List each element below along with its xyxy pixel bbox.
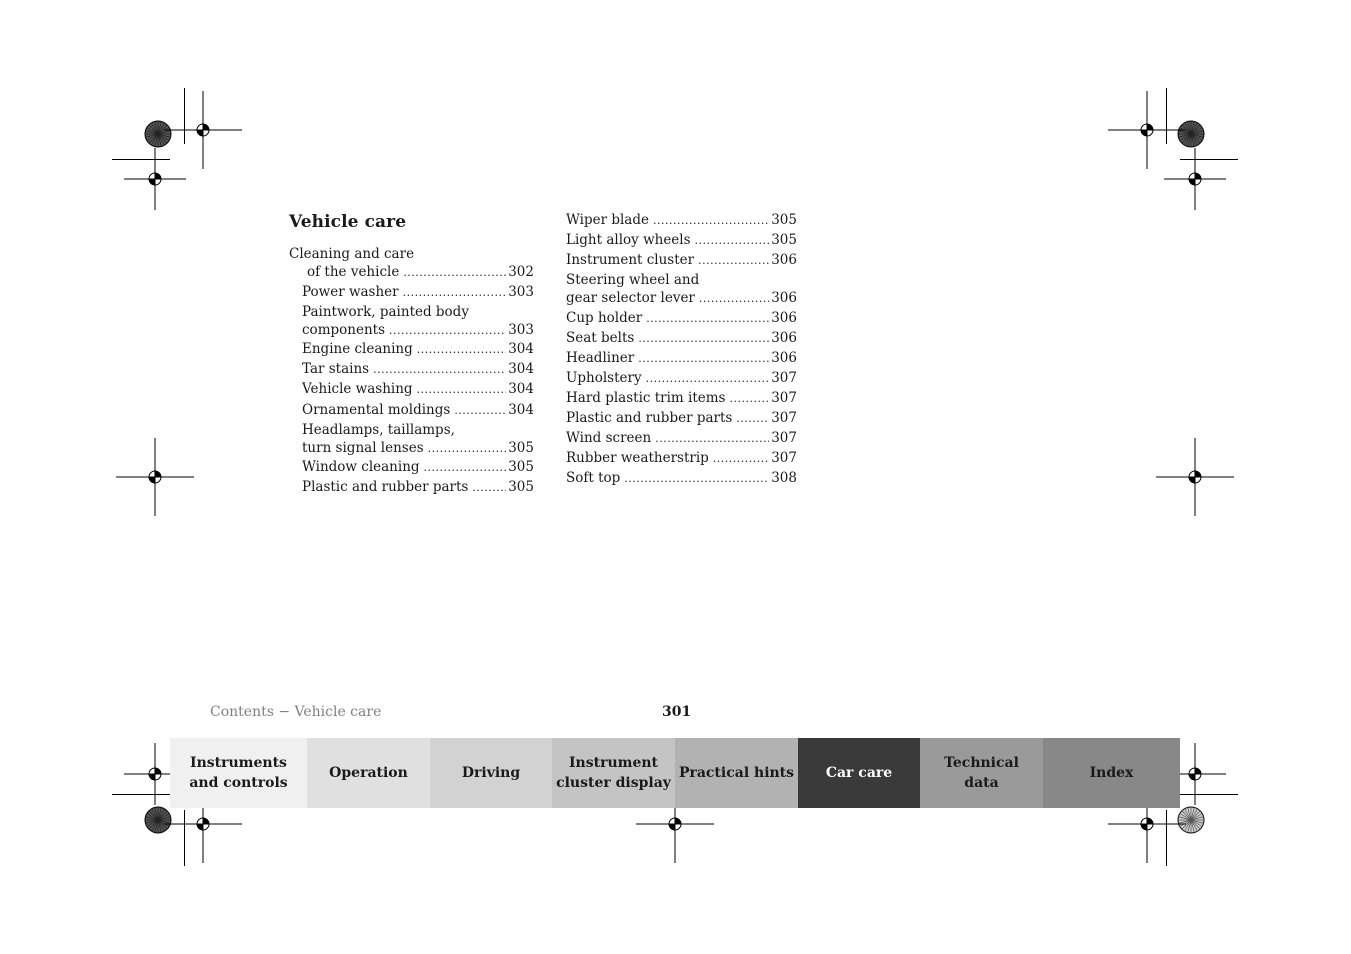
tab-car-care[interactable] bbox=[798, 738, 920, 808]
toc-page-number: 305 bbox=[771, 232, 797, 248]
trim-line bbox=[1180, 794, 1238, 795]
toc-entry-label: components bbox=[302, 322, 385, 338]
toc-entry-label: Plastic and rubber parts bbox=[566, 410, 733, 426]
tab-label: Operation bbox=[329, 765, 408, 781]
trim-line bbox=[1180, 159, 1238, 160]
toc-entry[interactable] bbox=[289, 479, 534, 497]
dot-leader bbox=[373, 363, 506, 376]
tab-index[interactable] bbox=[1043, 738, 1180, 808]
toc-entry-label: Vehicle washing bbox=[302, 381, 413, 397]
toc-entry-label: Steering wheel and bbox=[566, 272, 700, 288]
dot-leader bbox=[428, 442, 507, 455]
toc-entry[interactable] bbox=[566, 232, 797, 250]
toc-entry[interactable] bbox=[566, 450, 797, 468]
toc-entry[interactable] bbox=[289, 361, 534, 379]
toc-page-number: 305 bbox=[771, 212, 797, 228]
toc-entry[interactable] bbox=[566, 410, 797, 428]
tab-label: Instruments and controls bbox=[189, 755, 288, 791]
toc-page-number: 305 bbox=[508, 440, 534, 456]
toc-page-number: 306 bbox=[771, 290, 797, 306]
dot-leader bbox=[424, 461, 507, 474]
tab-label: Technical data bbox=[944, 755, 1019, 791]
tab-label: Instrument cluster display bbox=[556, 755, 671, 791]
toc-page-number: 307 bbox=[771, 410, 797, 426]
tab-label: Car care bbox=[825, 765, 893, 781]
crosshair-icon bbox=[1164, 148, 1226, 210]
toc-entry-label: Engine cleaning bbox=[302, 341, 413, 357]
chapter-tab-bar bbox=[170, 738, 1180, 808]
tab-label: Driving bbox=[461, 765, 521, 781]
toc-entry[interactable] bbox=[289, 246, 534, 282]
dot-leader bbox=[655, 432, 769, 445]
toc-entry-label: Hard plastic trim items bbox=[566, 390, 726, 406]
dot-leader bbox=[730, 392, 770, 405]
trim-line bbox=[112, 794, 170, 795]
toc-entry-label: Power washer bbox=[302, 284, 399, 300]
toc-page-number: 306 bbox=[771, 350, 797, 366]
toc-entry[interactable] bbox=[566, 370, 797, 388]
toc-entry[interactable] bbox=[289, 459, 534, 477]
toc-entry-label: Paintwork, painted body bbox=[302, 304, 469, 320]
dot-leader bbox=[389, 324, 506, 337]
toc-entry-label: Seat belts bbox=[566, 330, 635, 346]
tab-driving[interactable] bbox=[430, 738, 552, 808]
toc-entry[interactable] bbox=[566, 430, 797, 448]
page-number: 301 bbox=[662, 704, 692, 720]
dot-leader bbox=[472, 481, 506, 494]
toc-entry-label: Wind screen bbox=[566, 430, 652, 446]
toc-entry-label: Ornamental moldings bbox=[302, 402, 451, 418]
toc-entry[interactable] bbox=[566, 390, 797, 408]
dot-leader bbox=[699, 292, 769, 305]
toc-page-number: 307 bbox=[771, 450, 797, 466]
toc-entry-label: Headlamps, taillamps, bbox=[302, 422, 455, 438]
trim-line bbox=[112, 159, 170, 160]
toc-entry[interactable] bbox=[566, 272, 797, 308]
tab-practical-hints[interactable] bbox=[675, 738, 798, 808]
toc-entry[interactable] bbox=[566, 212, 797, 230]
toc-entry-label: Cup holder bbox=[566, 310, 643, 326]
dot-leader bbox=[698, 254, 769, 267]
toc-page-number: 304 bbox=[508, 402, 534, 418]
toc-entry-label: turn signal lenses bbox=[302, 440, 424, 456]
toc-entry[interactable] bbox=[566, 470, 797, 488]
toc-entry-label: Instrument cluster bbox=[566, 252, 695, 268]
toc-entry[interactable] bbox=[289, 402, 534, 420]
toc-page-number: 306 bbox=[771, 330, 797, 346]
toc-page-number: 306 bbox=[771, 310, 797, 326]
toc-page-number: 308 bbox=[771, 470, 797, 486]
toc-page-number: 303 bbox=[508, 322, 534, 338]
dot-leader bbox=[713, 452, 769, 465]
toc-entry[interactable] bbox=[289, 341, 534, 359]
toc-page-number: 303 bbox=[508, 284, 534, 300]
toc-page-number: 306 bbox=[771, 252, 797, 268]
trim-line bbox=[184, 810, 185, 866]
toc-entry-label: Tar stains bbox=[302, 361, 370, 377]
crosshair-icon bbox=[1156, 438, 1234, 516]
footer-section-label: Contents − Vehicle care bbox=[210, 704, 382, 720]
section-title: Vehicle care bbox=[289, 212, 407, 232]
dot-leader bbox=[638, 332, 769, 345]
toc-entry-label: Rubber weatherstrip bbox=[566, 450, 709, 466]
toc-page-number: 307 bbox=[771, 430, 797, 446]
toc-entry-label: Light alloy wheels bbox=[566, 232, 691, 248]
crosshair-icon bbox=[116, 438, 194, 516]
dot-leader bbox=[403, 286, 507, 299]
toc-entry-label: Upholstery bbox=[566, 370, 642, 386]
toc-page-number: 307 bbox=[771, 370, 797, 386]
trim-line bbox=[1166, 810, 1167, 866]
toc-entry-label: of the vehicle bbox=[307, 264, 400, 280]
trim-line bbox=[184, 88, 185, 144]
toc-entry-label: Window cleaning bbox=[302, 459, 420, 475]
toc-entry[interactable] bbox=[289, 304, 534, 340]
tab-label: Index bbox=[1089, 765, 1134, 781]
tab-technical-data[interactable] bbox=[920, 738, 1043, 808]
dot-leader bbox=[417, 343, 506, 356]
toc-entry[interactable] bbox=[289, 422, 534, 458]
toc-page-number: 305 bbox=[508, 479, 534, 495]
tab-label: Practical hints bbox=[678, 765, 795, 781]
toc-entry[interactable] bbox=[566, 330, 797, 348]
toc-page-number: 304 bbox=[508, 361, 534, 377]
toc-entry[interactable] bbox=[566, 350, 797, 368]
toc-page-number: 304 bbox=[508, 381, 534, 397]
dot-leader bbox=[624, 472, 769, 485]
toc-entry-label: Soft top bbox=[566, 470, 621, 486]
dot-leader bbox=[403, 266, 506, 279]
tab-instruments-and-controls[interactable] bbox=[170, 738, 307, 808]
dot-leader bbox=[646, 312, 769, 325]
trim-line bbox=[1166, 88, 1167, 144]
dot-leader bbox=[417, 383, 507, 396]
toc-entry[interactable] bbox=[566, 310, 797, 328]
toc-entry[interactable] bbox=[566, 252, 797, 270]
toc-page-number: 304 bbox=[508, 341, 534, 357]
dot-leader bbox=[646, 372, 770, 385]
crosshair-icon bbox=[124, 148, 186, 210]
toc-page-number: 305 bbox=[508, 459, 534, 475]
dot-leader bbox=[653, 214, 769, 227]
toc-page-number: 302 bbox=[508, 264, 534, 280]
dot-leader bbox=[638, 352, 769, 365]
toc-entry[interactable] bbox=[289, 381, 534, 399]
toc-entry-label: gear selector lever bbox=[566, 290, 695, 306]
toc-page-number: 307 bbox=[771, 390, 797, 406]
toc-entry-label: Wiper blade bbox=[566, 212, 649, 228]
toc-entry-label: Headliner bbox=[566, 350, 635, 366]
toc-entry-label: Cleaning and care bbox=[289, 246, 415, 262]
tab-instrument-cluster-display[interactable] bbox=[552, 738, 675, 808]
dot-leader bbox=[695, 234, 770, 247]
tab-operation[interactable] bbox=[307, 738, 430, 808]
dot-leader bbox=[454, 404, 506, 417]
dot-leader bbox=[736, 412, 769, 425]
toc-entry[interactable] bbox=[289, 284, 534, 302]
toc-entry-label: Plastic and rubber parts bbox=[302, 479, 469, 495]
